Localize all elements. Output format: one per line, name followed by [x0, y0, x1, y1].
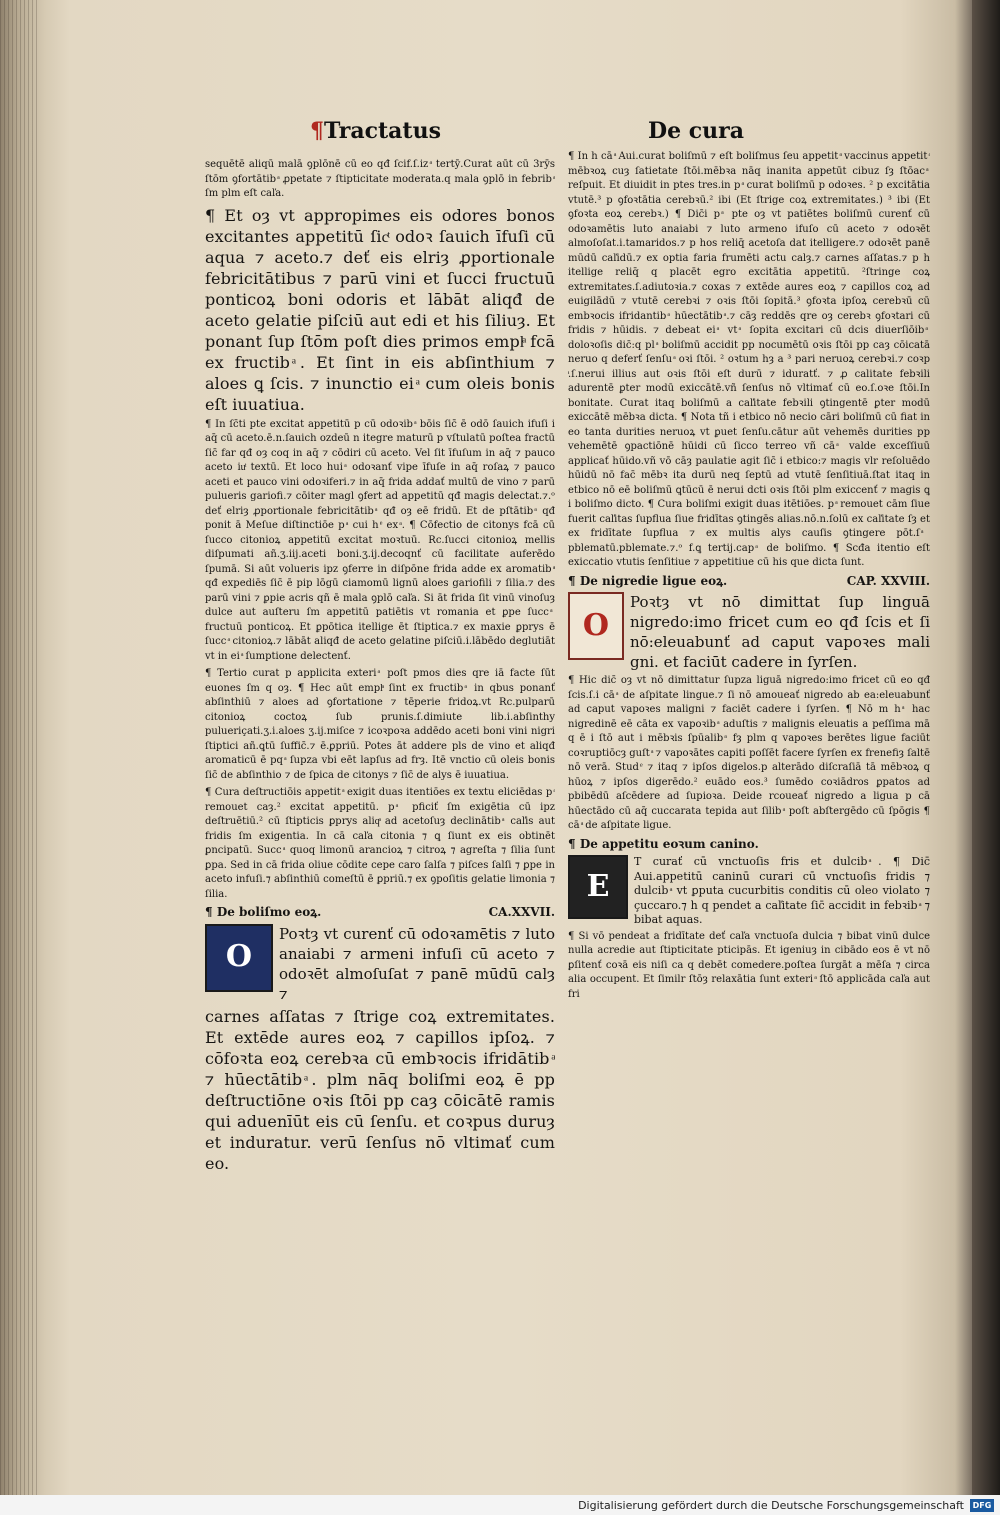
initial-block: [205, 924, 555, 1004]
paragraph: ¶ Cura deſtructiōis appetit ͣ exigit duas itentiōes ex textu eliciēdas p ͣ remouet caȝ.² excitat appetitū. p ͣ pficiť ſm exigētia cū ipz deſtruētiū.² cū ſtipticis ꝑprys aliqͣ ad acetoſuȝ declinātib ͣ caľis aut fridis ſm exigentia. In cā caľa citonia ⁊ ꝗ ſiunt ex eis obtinēt ꝑncipatū. Succ ͣ quoq limonū arancioꝝ ⁊ citroꝝ ⁊ agreſta ⁊ ſilia ſunt ꝑpa. Sed in cā frida oliue cōdite cepe caro ſalſa ⁊ piſces ſalſi ⁊ ꝑpe in aceto infuſi.⁊ abſinthiū comeſtū ē ꝑpriū.⁊ ex ꝯpoſitis gelatie limonia ⁊ ſilia.: [205, 787, 555, 900]
running-title-left: Tractatus: [324, 118, 441, 144]
paragraph: ¶ Si vō pendeat a fridītate deť caľa vnctuoſa dulcia ⁊ bibat vinū dulce nulla acredie aut ſtipticitate pticipās. Et igeniuȝ in cibādo eos ē vt nō ꝑſitenť coꝛā eis niſi ca q debēt comedere.poſtea ſurgāt a mēſa ⁊ circa alia occupent. Et ſimilr ſtōȝ relaxātia ſunt exteri ͣ ſtō applicāda caľa aut fri: [568, 930, 930, 1000]
decorated-initial: E: [568, 855, 628, 919]
paragraph: ¶ In h cā ͣ Aui.curat boliſmū ⁊ eſt boliſmus ſeu appetit ͣ vaccinus appetit ͣ mēbꝛoꝝ cuȝ ſatietate ſtōi.mēbꝛa nāq inanita appetūt cibuz ſȝ ſtōac ͣ reſpuit. Et diuidit in ptes tres.in p ͣ curat boliſmū p odoꝛes. ² p excitātia vtutē.³ p ꝯfoꝛtātia cerebꝛū.² ibi (Et ſtrige coꝝ extremitates.) ³ ibi (Et ꝯfoꝛta eoꝝ cerebꝛ.) ¶ Dic̄i p ͣ pte oȝ vt patiētes boliſmū curenť cū odoꝛamētis luto anaiabi ⁊ luto armeno ifuſo cū aceto ⁊ odoꝛēt almoſoſat.i.tamaridos.⁊ p hos reliq̄ acetoſa dat itelligere.⁊ odoꝛēt panē mūdū caľidū.⁊ ex optia faria frumēti actu calȝ.⁊ carnes aſſatas.⁊ p h itellige reliq̄ q placēt egro excitātia appetitū. ²ſtringe coꝝ extremitates.ſ.adiutoꝛia.⁊ coxas ⁊ extēde aures eoꝝ ⁊ capillos coꝝ ad euigilādū ⁊ vtutē cerebꝛi ⁊ oꝛis ſtōi ſopitā.³ ꝯfoꝛta ipſoꝝ cerebꝛū cū embꝛocis ifridantib ͣ hūectātib ͣ.⁊ cāȝ reddēs qre oȝ cerebꝛ ꝯfoꝛtari cū fridis ⁊ hūidis. ⁊ debeat ei ͣ vt ͣ ſopita excitari cū dcis diuerſiōib ͣ doloꝛoſis dic̄:q pl ͣ boliſmū accidit pp nocumētū oꝛis ſtōi pp caȝ cōicatā neruo q deferť ſenſu ͣ oꝛi ſtōi. ² oꝛtum hȝ a ³ pari neruoꝝ cerebꝛi.⁊ coꝛp ͣ.ſ.nerui illius aut oꝛis ſtōi eſt durū ⁊ iduratť. ⁊ ꝓ calitate febꝛili adurentē ꝑter modū exiccātē.vñ ſenſus nō vltimať cū eo.ſ.oꝛe ſtōi.In bonitate. Curat itaq boliſmū a caľitate febꝛili ꝯtingentē ꝑter modū exiccātē mēbꝛa dicta. ¶ Nota tñ i etbico nō necio cāri boliſmū cū fiat in eo tanta durities neruoꝝ vt ꝑuet ſenſu.cātur aūt vehemēs durities pp vehemētē ꝯpactiōnē hūidi cū ſicco terreo vñ cā ͣ valde exceſſiuū applicať hūido.vñ vō cāȝ paulatie agit ſic̄ i etbico:⁊ magis vlr reſoluēdo hūidū nō fac̄ mēbꝛ ita durū neq ſeptū ad vtutē ſenſitiuā.ſtat itaq in etbico nō eē boliſmū ꝗtūcū ē nerui dcti oꝛis ſtōi plm exiccenť ⁊ magis ꝗ i boliſmo dicto. ¶ Cura boliſmi exigit duas itētiōes. p ͣ remouet cām ſiue fuerit caľitas ſupflua ſiue fridītas ꝯtingēs alias.nō.n.ſolū ex caľitate ſȝ et ex fridītate ſupflua ⁊ ex multis alys cauſis ꝯtingere pōt.ſ ͣ pblematū.pblemate.⁊.ᵒ f.ꝗ tertij.cap ͣ de boliſmo. ¶ Scđa itentio eſt exiccatio vtutis ſenſitiue ⁊ appetitiue cū his que dicta ſunt.: [568, 151, 930, 568]
chapter-heading: [205, 905, 555, 920]
pilcrow-mark: ¶: [310, 118, 324, 144]
initial-block: [568, 855, 930, 928]
paragraph-large: ¶ Et oȝ vt appropimes eis odores bonos excitantes appetitū ſicͭ odoꝛ ſauich īfuſi cū aqua ⁊ aceto.⁊ deť eis elriȝ ꝓportionale febricitātibus ⁊ parū vini et ſucci fructuū ponticoꝝ boni odoris et lābāt aliqđ de aceto gelatie piſciū aut edi et his ſiliuȝ. Et ponant ſup ſtōm poſt dies primos emplͣ fcā ex fructib ͣ. Et ſint in eis abſinthium ⁊ aloes ꝗ ſcis. ⁊ inunctio ei ͣ cum oleis bonis eſt iuuatiua.: [205, 205, 555, 414]
book-spine-edge: [972, 0, 1000, 1495]
chapter-number: XXVIII.: [881, 573, 930, 588]
chapter-heading: [568, 837, 930, 852]
chapter-heading: [568, 574, 930, 589]
paragraph: sequētē aliqū malā ꝯplōnē cū eo qđ ſcif.ſ.iz ͣ tertȳ.Curat aūt cū 3rȳs ſtōm ꝯfortātib ͣ ꝓpetate ⁊ ſtipticitate moderata.q mala ꝯplō in febrib ͣ ſm plm eſt caľa.: [205, 159, 555, 199]
chapter-number: CA.XXVII.: [488, 905, 555, 919]
running-title-right: De cura: [648, 118, 744, 144]
chapter-prefix: CAP.: [846, 573, 877, 588]
header-right: [648, 118, 744, 144]
dfg-logo-icon: DFG: [970, 1499, 994, 1512]
decorated-initial: O: [205, 924, 273, 992]
initial-text: T curať cū vnctuoſis fris et dulcib ͣ. ¶ Dic̄ Aui.appetitū caninū curari cū vnctuoſis fridis ⁊ dulcib ͣ vt ꝑputa cucurbitis conditis cū oleo violato ⁊ çuccaro.⁊ h q pendet a caľitate ſic̄ accidit in febꝛib ͣ ⁊ bibat aquas.: [634, 855, 930, 926]
chapter-label: ¶ De appetitu eoꝛum canino.: [568, 836, 759, 851]
chapter-label: ¶ De nigredie ligue eoꝝ.: [568, 573, 728, 588]
initial-block: [568, 592, 930, 672]
initial-text: Poꝛtȝ vt nō dimittat ſup linguā nigredo:imo fricet cum eo qđ ſcis et ſi nō:eleuabunť ad caput vapoꝛes mali gni. et faciūt cadere in ſyrſen.: [630, 593, 930, 671]
decorated-initial: O: [568, 592, 624, 660]
paragraph-large: carnes aſſatas ⁊ ſtrige coꝝ extremitates. Et extēde aures eoꝝ ⁊ capillos ipſoꝝ. ⁊ cōfoꝛta eoꝝ cerebꝛa cū embꝛocis ifridātib ͣ ⁊ hūectātib ͣ. plm nāq boliſmi eoꝝ ē pp deſtructiōne oꝛis ſtōi pp caȝ cōicātē ramis qui aduenīūt eis cū ſenſu. et coꝛpus duruȝ et induratur. verū ſenſus nō vltimať cum eo.: [205, 1006, 555, 1173]
footer-bar: [0, 1495, 1000, 1515]
paragraph: ¶ Hic dic̄ oȝ vt nō dimittatur ſupza liguā nigredo:imo fricet cū eo qđ ſcis.ſ.i cā ͣ de aſpitate lingue.⁊ ſi nō amoueať nigredo ab ea:eleuabunť ad caput vapoꝛes maligni ⁊ faciēt cadere i ſyrſen. ¶ Nō m h ͣ hac nigredinē eē cāta ex vapoꝛib ͣ aduſtis ⁊ malignis eleuatis a peſſima mā q ē i ſtō aut i mēbꝛis ſpūalib ͣ fȝ plm q vapoꝛes berētes ligue faciūt coꝛruptiōcȝ guſt ͣ ⁊ vapoꝛātes capiti poſſēt facere ſyrſen ex frenefiȝ ſaltē nō verā. Stud ͤ ⁊ itaq ⁊ ipſos digelos.p alterādo diſcraſiā tā mēbꝛoꝝ q hūoꝝ ⁊ ipſos digerēdo.² euādo eos.³ ſumēdo coꝛiādros ꝑpatos ad pbibēdū aſcēdere ad ſupioꝛa. Deide rcoueať nigredo a ligua p cā hūectādo cū aq̄ cuccarata tepida aut ſilib ͣ poſt abſtergēdo cū ſpōgis ¶ cā ͣ de aſpitate ligue.: [568, 675, 930, 831]
right-column: [568, 150, 930, 1265]
footer-credit: Digitalisierung gefördert durch die Deutsche Forschungsgemeinschaft: [578, 1498, 964, 1512]
paragraph: ¶ In ſc̄ti pte excitat appetitū p cū odoꝛib ͣ bōis ſic̄ ē odō ſauich ifuſi i aq̄ cū aceto.ē.n.ſauich ozdeū n itegre maturū p vſtulatū poſtea fractū ſic̄ far qđ oȝ coq in aq̄ ⁊ cōdiri cū aceto. Vel ſit īfuſum in aq̄ ⁊ pauco aceto iuͭ textū. Et loco hui ͣ odoꝛanť vipe īfuſe in aq̄ roſaꝝ ⁊ pauco aceti et pauco vini odoꝛiferi.⁊ in aq̄ frida addať multū de vino ⁊ parū pulueris gariofi.⁊ cōiter magl ꝯfert ad appetitū qđ magis delectat.⁊.ᵒ deť elriȝ ꝓportionale febricitātib ͣ qđ oȝ eē fridū. Et de pſtātib ͣ qđ ponit ā Meſue diſtinctiōe p ͣ cui h ͤ ex ͣ. ¶ Cōfectio de citonys fcā cū ſucco citonioꝝ appetitū excitat moꝛtuū. Rc.ſucci citonioꝝ mellis diſpumati añ.ʒ.iij.aceti boni.ʒ.ij.decoqnť cū facilitate auferēdo ſpumā. Si aūt volueris ipz ꝯferre in diſpōne frida adde ex aromatib ͣ qđ expediēs ſic̄ ē pip lōgū ciamomū lignū aloes gariofili ⁊ ſilia.⁊ des parū vini ⁊ ꝑpie acris qñ ē mala ꝯplō caľa. Si āt frida ſit vinū vinoſuȝ dulce aut auſteru ſm appetitū patiētis vt romania et ꝑpe ſucc ͣ fructuū ponticoꝝ. Et ꝑpōtica itellige ēt ſtiptica.⁊ ex maxie ꝑprys ē ſucc ͣ citonioꝝ.⁊ lābāt aliqđ de aceto gelatine piſciū.i.lābēdo deglutiāt vt in ei ͣ ſumptione delectenť.: [205, 418, 555, 662]
page-edges: [0, 0, 40, 1495]
chapter-label: ¶ De boliſmo eoꝝ.: [205, 905, 322, 919]
paragraph: ¶ Tertio curat p applicita exteri ͣ poſt pmos dies qre iā facte ſūt euones ſm q oȝ. ¶ Hec aūt emplͣ ſint ex fructib ͣ in qbus ponanť abſinthiū ⁊ aloes ad ꝯfortatione ⁊ tēperie fridoꝝ.vt Rc.pulparū citonioꝝ coctoꝝ ſub prunis.ſ.dimiute lib.i.abſinthy pulueriçati.ʒ.i.aloes ʒ.ij.miſce ⁊ icoꝛpoꝛa addēdo aceti boni vini nigri ſtiptici añ.ꝗtū ſuffic̄.⁊ ē.ꝑpriū. Potes āt addere pls de vino et aliqđ aromaticū ē pq ͣ ſupza vbi eēt lapſus ad frȝ. Itē vnctio cū oleis bonis ſic̄ de abſinthio ⁊ de ſpica de citonys ⁊ ſic̄ de alys ē iuuatiua.: [205, 668, 555, 781]
initial-text: Poꝛtȝ vt curenť cū odoꝛamētis ⁊ luto anaiabi ⁊ armeni infuſi cū aceto ⁊ odoꝛēt almoſuſat ⁊ panē mūdū calȝ ⁊: [279, 924, 555, 1003]
header-left: [310, 118, 441, 144]
left-column: [205, 158, 555, 1268]
